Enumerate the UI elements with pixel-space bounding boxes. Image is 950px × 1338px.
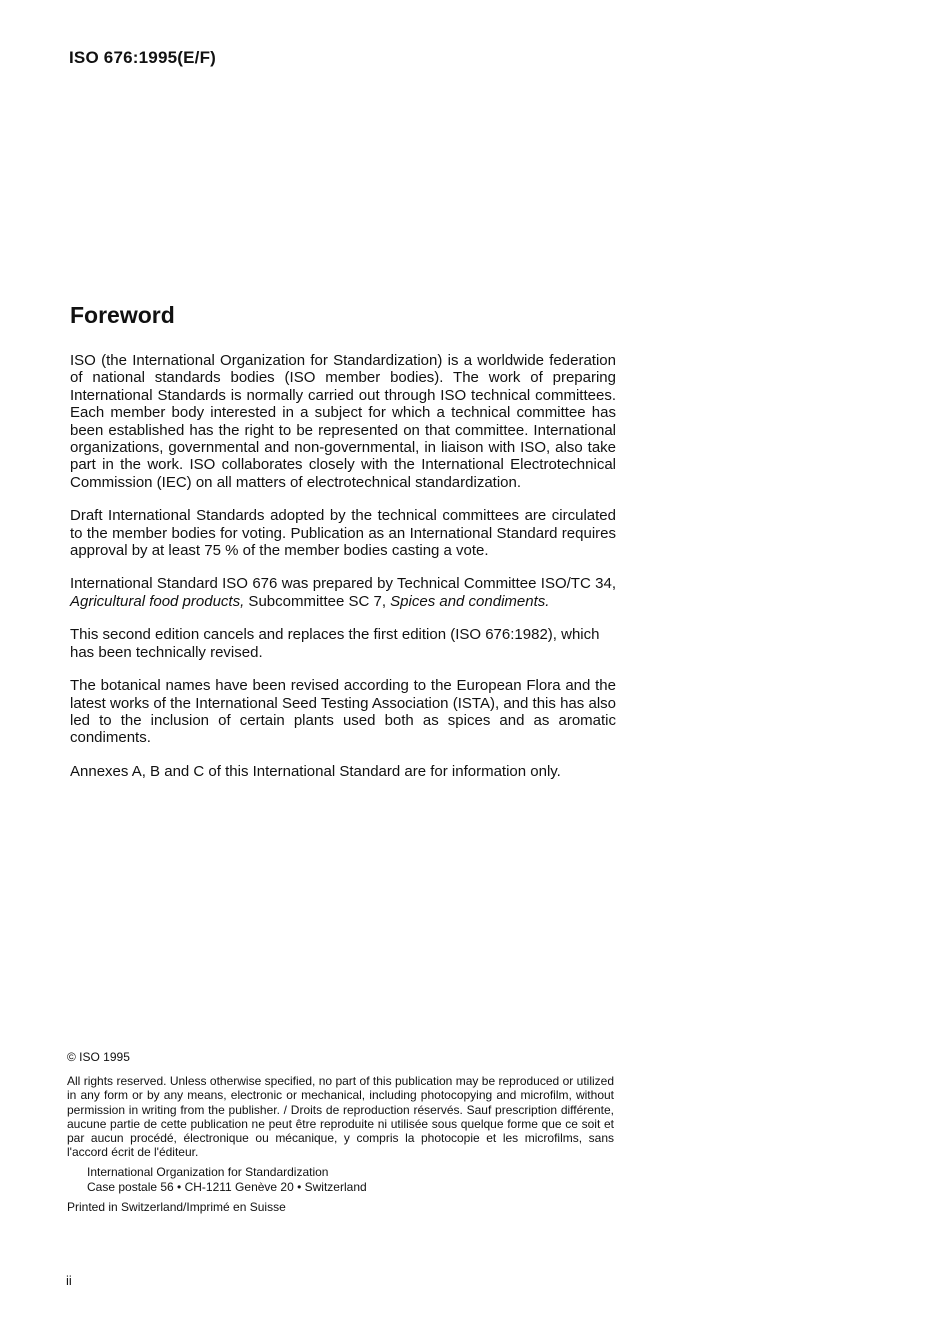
- paragraph-iso-intro: ISO (the International Organization for Standardization) is a worldwide federation of national standards bodies (ISO member bodies). The work of preparing International Standards is normally carried out through ISO technical committees. Each member body interested in a subject for which a technical committee has been established has the right to be represented on that committee. International organizations, governmental and non-governmental, in liaison with ISO, also take part in the work. ISO collaborates closely with the International Electrotechnical Commission (IEC) on all matters of electrotechnical standardization.: [70, 352, 616, 491]
- printed-in: Printed in Switzerland/Imprimé en Suisse: [67, 1199, 286, 1214]
- paragraph-preparation: [70, 575, 616, 610]
- address-line-postal: Case postale 56 • CH-1211 Genève 20 • Switzerland: [87, 1179, 367, 1194]
- page-title: Foreword: [70, 302, 175, 328]
- prep-text-1: International Standard ISO 676 was prepared by Technical Committee ISO/TC 34,: [70, 575, 616, 593]
- copyright-block: [67, 1050, 614, 1214]
- copyright-line: © ISO 1995: [67, 1050, 130, 1064]
- page-number: ii: [66, 1273, 72, 1288]
- subcommittee-name: Spices and condiments.: [390, 592, 550, 610]
- prep-text-2: Subcommittee SC 7,: [244, 592, 391, 610]
- foreword-body: [70, 352, 616, 796]
- paragraph-annexes: Annexes A, B and C of this International Standard are for information only.: [70, 762, 561, 780]
- rights-notice: All rights reserved. Unless otherwise specified, no part of this publication may be reproduced or utilized in any form or by any means, electronic or mechanical, including photocopying and microfilm, without permission in writing from the publisher. / Droits de reproduction réservés. Sauf prescription différente, aucune partie de cette publication ne peut être reproduite ni utilisée sous quelque forme que ce soit et par aucun procédé, électronique ou mécanique, y compris la photocopie et les microfilms, sans l'accord écrit de l'éditeur.: [67, 1074, 614, 1160]
- publisher-address: [87, 1165, 614, 1193]
- paragraph-draft-standards: Draft International Standards adopted by the technical committees are circulated to the member bodies for voting. Publication as an International Standard requires approval by at least 75 % of the member bodies casting a vote.: [70, 507, 616, 560]
- paragraph-botanical-names: The botanical names have been revised according to the European Flora and the latest works of the International Seed Testing Association (ISTA), and this has also led to the inclusion of certain plants used both as spices and as aromatic condiments.: [70, 677, 616, 747]
- document-id: ISO 676:1995(E/F): [69, 48, 217, 67]
- address-line-org: International Organization for Standardization: [87, 1165, 329, 1180]
- committee-name: Agricultural food products,: [70, 592, 245, 610]
- paragraph-edition: This second edition cancels and replaces the first edition (ISO 676:1982), which has been technically revised.: [70, 626, 600, 661]
